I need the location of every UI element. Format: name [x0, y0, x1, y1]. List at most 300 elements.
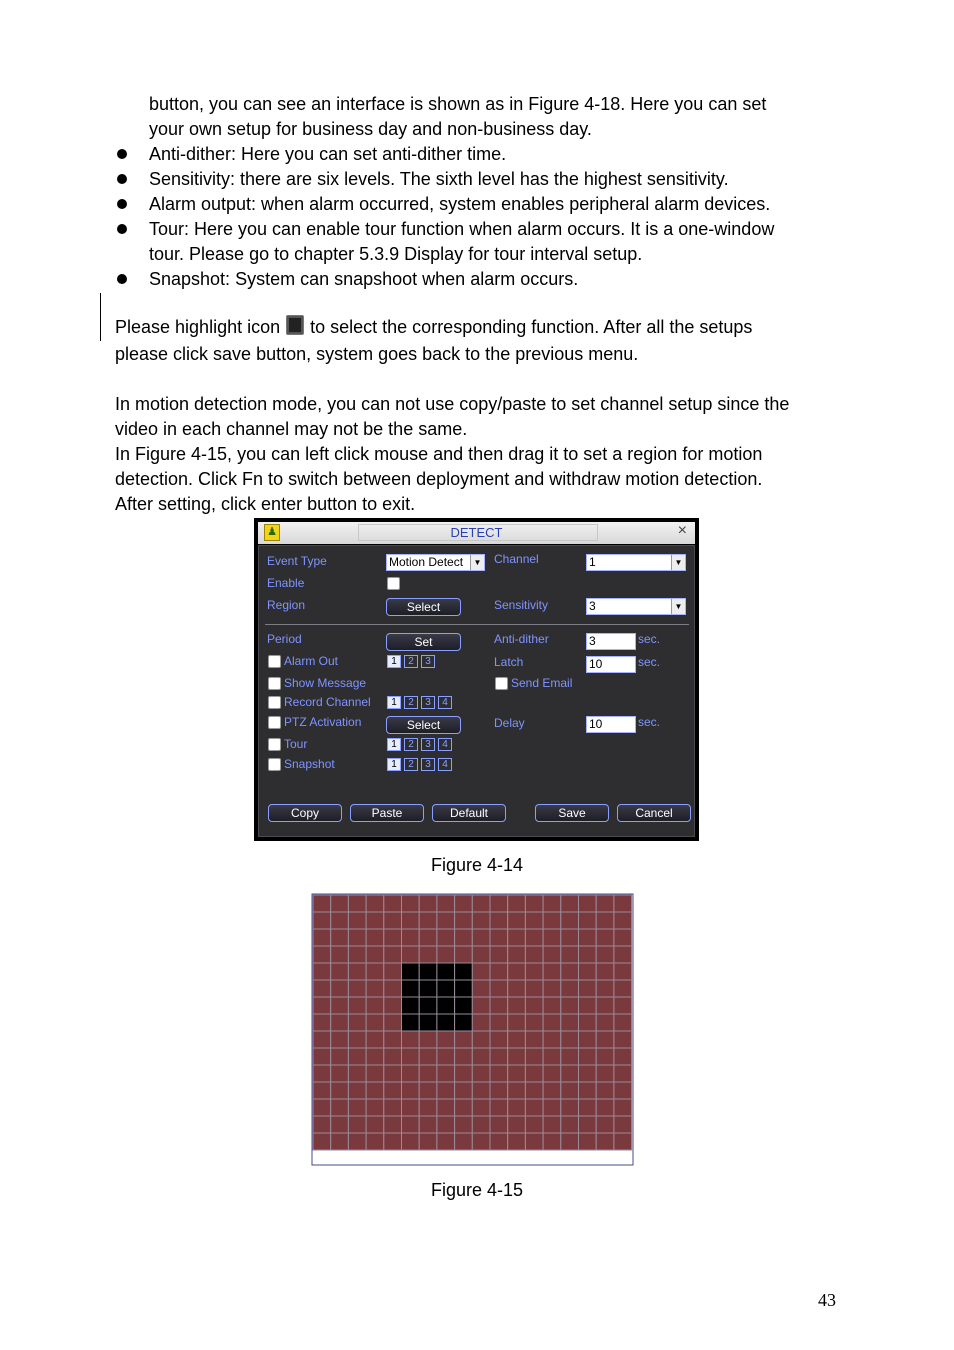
- tour-1[interactable]: 1: [387, 738, 401, 751]
- grid-cell[interactable]: [614, 1133, 632, 1150]
- grid-cell[interactable]: [348, 1048, 366, 1065]
- grid-cell[interactable]: [366, 895, 384, 912]
- grid-cell[interactable]: [348, 1116, 366, 1133]
- grid-cell[interactable]: [313, 1031, 331, 1048]
- grid-cell[interactable]: [331, 1133, 349, 1150]
- grid-cell[interactable]: [579, 1133, 597, 1150]
- grid-cell[interactable]: [490, 895, 508, 912]
- grid-cell[interactable]: [348, 963, 366, 980]
- grid-cell[interactable]: [437, 1099, 455, 1116]
- grid-cell[interactable]: [490, 929, 508, 946]
- record-channel-checkbox[interactable]: [268, 696, 281, 709]
- grid-cell[interactable]: [313, 1099, 331, 1116]
- grid-cell[interactable]: [561, 1014, 579, 1031]
- grid-cell-selected[interactable]: [419, 980, 437, 997]
- grid-cell[interactable]: [384, 912, 402, 929]
- grid-cell[interactable]: [437, 895, 455, 912]
- grid-cell-selected[interactable]: [437, 1014, 455, 1031]
- grid-cell[interactable]: [313, 1048, 331, 1065]
- grid-cell[interactable]: [384, 1031, 402, 1048]
- grid-cell[interactable]: [614, 1065, 632, 1082]
- grid-cell[interactable]: [437, 946, 455, 963]
- grid-cell[interactable]: [525, 980, 543, 997]
- grid-cell-selected[interactable]: [455, 997, 473, 1014]
- grid-cell[interactable]: [525, 1031, 543, 1048]
- grid-cell[interactable]: [331, 1116, 349, 1133]
- grid-cell[interactable]: [508, 946, 526, 963]
- delay-input[interactable]: 10: [586, 716, 636, 733]
- grid-cell[interactable]: [525, 895, 543, 912]
- grid-cell[interactable]: [348, 1014, 366, 1031]
- grid-cell[interactable]: [348, 1082, 366, 1099]
- grid-cell[interactable]: [561, 929, 579, 946]
- grid-cell[interactable]: [472, 946, 490, 963]
- grid-cell[interactable]: [384, 895, 402, 912]
- grid-cell[interactable]: [525, 912, 543, 929]
- grid-cell[interactable]: [419, 1099, 437, 1116]
- grid-cell[interactable]: [472, 1048, 490, 1065]
- grid-cell[interactable]: [614, 1048, 632, 1065]
- grid-cell[interactable]: [331, 912, 349, 929]
- ptz-activation-checkbox[interactable]: [268, 716, 281, 729]
- grid-cell[interactable]: [614, 1116, 632, 1133]
- grid-cell[interactable]: [419, 1065, 437, 1082]
- grid-cell[interactable]: [472, 929, 490, 946]
- grid-cell[interactable]: [579, 895, 597, 912]
- grid-cell[interactable]: [384, 963, 402, 980]
- grid-cell[interactable]: [596, 1031, 614, 1048]
- grid-cell-selected[interactable]: [419, 997, 437, 1014]
- grid-cell[interactable]: [331, 980, 349, 997]
- grid-cell[interactable]: [614, 912, 632, 929]
- grid-cell[interactable]: [614, 946, 632, 963]
- grid-cell[interactable]: [455, 946, 473, 963]
- grid-cell[interactable]: [579, 1099, 597, 1116]
- grid-cell[interactable]: [348, 1065, 366, 1082]
- grid-cell[interactable]: [561, 895, 579, 912]
- paste-button[interactable]: Paste: [350, 804, 424, 822]
- record-channel-3[interactable]: 3: [421, 696, 435, 709]
- grid-cell[interactable]: [472, 997, 490, 1014]
- grid-cell[interactable]: [348, 895, 366, 912]
- grid-cell[interactable]: [579, 1082, 597, 1099]
- grid-cell[interactable]: [455, 1133, 473, 1150]
- region-select-button[interactable]: Select: [386, 598, 461, 616]
- grid-cell[interactable]: [472, 1099, 490, 1116]
- grid-cell[interactable]: [455, 1099, 473, 1116]
- grid-cell[interactable]: [525, 946, 543, 963]
- event-type-select[interactable]: [386, 554, 485, 571]
- grid-cell[interactable]: [437, 1133, 455, 1150]
- grid-cell[interactable]: [596, 1014, 614, 1031]
- grid-cell[interactable]: [596, 1099, 614, 1116]
- grid-cell[interactable]: [437, 1065, 455, 1082]
- grid-cell[interactable]: [614, 1014, 632, 1031]
- grid-cell[interactable]: [561, 946, 579, 963]
- grid-cell-selected[interactable]: [419, 963, 437, 980]
- grid-cell[interactable]: [472, 1116, 490, 1133]
- grid-cell[interactable]: [561, 1048, 579, 1065]
- grid-cell[interactable]: [614, 929, 632, 946]
- grid-cell[interactable]: [419, 1048, 437, 1065]
- grid-cell[interactable]: [331, 895, 349, 912]
- grid-cell[interactable]: [596, 895, 614, 912]
- grid-cell[interactable]: [472, 912, 490, 929]
- grid-cell[interactable]: [508, 1065, 526, 1082]
- grid-cell[interactable]: [402, 1082, 420, 1099]
- grid-cell[interactable]: [596, 963, 614, 980]
- grid-cell[interactable]: [561, 980, 579, 997]
- grid-cell[interactable]: [402, 929, 420, 946]
- grid-cell[interactable]: [490, 1048, 508, 1065]
- motion-region-grid[interactable]: [311, 893, 634, 1166]
- grid-cell[interactable]: [331, 997, 349, 1014]
- grid-cell[interactable]: [596, 997, 614, 1014]
- enable-checkbox[interactable]: [387, 577, 400, 590]
- grid-cell[interactable]: [490, 1116, 508, 1133]
- grid-cell[interactable]: [596, 980, 614, 997]
- grid-cell[interactable]: [437, 1116, 455, 1133]
- record-channel-2[interactable]: 2: [404, 696, 418, 709]
- grid-cell[interactable]: [490, 912, 508, 929]
- grid-cell[interactable]: [331, 946, 349, 963]
- grid-cell[interactable]: [402, 895, 420, 912]
- grid-cell[interactable]: [579, 1031, 597, 1048]
- grid-cell[interactable]: [561, 1031, 579, 1048]
- grid-cell[interactable]: [543, 929, 561, 946]
- grid-cell[interactable]: [437, 912, 455, 929]
- grid-cell[interactable]: [579, 912, 597, 929]
- grid-cell[interactable]: [508, 980, 526, 997]
- cancel-button[interactable]: Cancel: [617, 804, 691, 822]
- grid-cell[interactable]: [366, 946, 384, 963]
- grid-cell[interactable]: [596, 1082, 614, 1099]
- copy-button[interactable]: Copy: [268, 804, 342, 822]
- grid-cell[interactable]: [490, 1065, 508, 1082]
- grid-cell[interactable]: [455, 1065, 473, 1082]
- grid-cell[interactable]: [579, 980, 597, 997]
- grid-cell[interactable]: [596, 929, 614, 946]
- grid-cell[interactable]: [384, 1082, 402, 1099]
- grid-cell[interactable]: [543, 1031, 561, 1048]
- grid-cell[interactable]: [525, 1116, 543, 1133]
- grid-cell[interactable]: [455, 1116, 473, 1133]
- send-email-checkbox[interactable]: [495, 677, 508, 690]
- grid-cell[interactable]: [508, 1014, 526, 1031]
- grid-cell[interactable]: [490, 1099, 508, 1116]
- grid-cell[interactable]: [525, 997, 543, 1014]
- grid-cell-selected[interactable]: [455, 963, 473, 980]
- grid-cell[interactable]: [366, 929, 384, 946]
- grid-cell[interactable]: [348, 1031, 366, 1048]
- grid-cell[interactable]: [508, 1116, 526, 1133]
- show-message-checkbox[interactable]: [268, 677, 281, 690]
- grid-cell-selected[interactable]: [402, 980, 420, 997]
- grid-cell[interactable]: [561, 997, 579, 1014]
- grid-cell[interactable]: [366, 1099, 384, 1116]
- grid-cell[interactable]: [490, 1133, 508, 1150]
- grid-cell[interactable]: [348, 1099, 366, 1116]
- grid-cell[interactable]: [543, 997, 561, 1014]
- grid-cell[interactable]: [366, 1031, 384, 1048]
- grid-cell[interactable]: [313, 1014, 331, 1031]
- grid-cell[interactable]: [313, 946, 331, 963]
- grid-cell[interactable]: [525, 1065, 543, 1082]
- grid-cell[interactable]: [455, 1031, 473, 1048]
- grid-cell[interactable]: [543, 980, 561, 997]
- snapshot-4[interactable]: 4: [438, 758, 452, 771]
- grid-cell[interactable]: [472, 1065, 490, 1082]
- grid-cell[interactable]: [348, 946, 366, 963]
- grid-cell[interactable]: [490, 1082, 508, 1099]
- grid-cell[interactable]: [366, 1014, 384, 1031]
- grid-cell[interactable]: [384, 1133, 402, 1150]
- grid-cell[interactable]: [508, 1133, 526, 1150]
- grid-cell[interactable]: [579, 929, 597, 946]
- grid-cell[interactable]: [366, 912, 384, 929]
- grid-cell[interactable]: [490, 963, 508, 980]
- anti-dither-input[interactable]: 3: [586, 633, 636, 650]
- grid-cell[interactable]: [331, 1048, 349, 1065]
- grid-cell[interactable]: [490, 997, 508, 1014]
- grid-cell[interactable]: [313, 895, 331, 912]
- grid-cell[interactable]: [402, 1031, 420, 1048]
- grid-cell[interactable]: [455, 912, 473, 929]
- grid-cell-selected[interactable]: [437, 997, 455, 1014]
- grid-cell[interactable]: [579, 997, 597, 1014]
- grid-cell[interactable]: [313, 1133, 331, 1150]
- grid-cell[interactable]: [331, 1065, 349, 1082]
- grid-cell[interactable]: [419, 912, 437, 929]
- grid-cell[interactable]: [508, 1099, 526, 1116]
- grid-cell[interactable]: [384, 1116, 402, 1133]
- grid-cell[interactable]: [331, 1014, 349, 1031]
- snapshot-checkbox[interactable]: [268, 758, 281, 771]
- tour-checkbox[interactable]: [268, 738, 281, 751]
- grid-cell[interactable]: [508, 895, 526, 912]
- grid-cell[interactable]: [472, 1133, 490, 1150]
- grid-cell[interactable]: [614, 1031, 632, 1048]
- alarm-out-3[interactable]: 3: [421, 655, 435, 668]
- grid-cell[interactable]: [614, 1082, 632, 1099]
- record-channel-1[interactable]: 1: [387, 696, 401, 709]
- grid-cell[interactable]: [543, 1099, 561, 1116]
- grid-cell-selected[interactable]: [455, 980, 473, 997]
- grid-cell[interactable]: [525, 1082, 543, 1099]
- grid-cell-selected[interactable]: [402, 1014, 420, 1031]
- grid-cell[interactable]: [419, 1116, 437, 1133]
- grid-cell[interactable]: [366, 1133, 384, 1150]
- grid-cell-selected[interactable]: [402, 963, 420, 980]
- grid-cell[interactable]: [384, 1065, 402, 1082]
- grid-cell-selected[interactable]: [455, 1014, 473, 1031]
- grid-cell[interactable]: [543, 1048, 561, 1065]
- grid-cell[interactable]: [508, 1048, 526, 1065]
- grid-cell[interactable]: [402, 946, 420, 963]
- grid-cell[interactable]: [384, 997, 402, 1014]
- grid-cell[interactable]: [331, 1099, 349, 1116]
- grid-cell[interactable]: [313, 912, 331, 929]
- grid-cell[interactable]: [313, 1116, 331, 1133]
- grid-cell[interactable]: [331, 963, 349, 980]
- grid-cell[interactable]: [561, 912, 579, 929]
- grid-cell[interactable]: [490, 946, 508, 963]
- grid-cell[interactable]: [331, 1082, 349, 1099]
- snapshot-3[interactable]: 3: [421, 758, 435, 771]
- grid-cell[interactable]: [313, 1082, 331, 1099]
- grid-cell[interactable]: [543, 963, 561, 980]
- grid-cell[interactable]: [508, 929, 526, 946]
- grid-cell[interactable]: [525, 963, 543, 980]
- latch-input[interactable]: 10: [586, 656, 636, 673]
- grid-cell[interactable]: [614, 1099, 632, 1116]
- period-set-button[interactable]: Set: [386, 633, 461, 651]
- grid-cell[interactable]: [525, 1048, 543, 1065]
- grid-cell[interactable]: [402, 1065, 420, 1082]
- tour-4[interactable]: 4: [438, 738, 452, 751]
- grid-cell[interactable]: [472, 1014, 490, 1031]
- grid-cell[interactable]: [579, 1014, 597, 1031]
- grid-cell[interactable]: [525, 929, 543, 946]
- grid-cell[interactable]: [331, 929, 349, 946]
- grid-cell[interactable]: [472, 980, 490, 997]
- grid-cell[interactable]: [525, 1099, 543, 1116]
- grid-cell[interactable]: [366, 997, 384, 1014]
- grid-cell[interactable]: [472, 1082, 490, 1099]
- grid-cell[interactable]: [472, 963, 490, 980]
- grid-cell[interactable]: [543, 1133, 561, 1150]
- grid-cell-selected[interactable]: [419, 1014, 437, 1031]
- grid-cell[interactable]: [313, 997, 331, 1014]
- grid-cell[interactable]: [508, 1031, 526, 1048]
- grid-cell[interactable]: [366, 963, 384, 980]
- grid-cell[interactable]: [384, 929, 402, 946]
- grid-cell[interactable]: [508, 963, 526, 980]
- close-icon[interactable]: ×: [677, 522, 687, 539]
- grid-cell[interactable]: [472, 1031, 490, 1048]
- grid-cell[interactable]: [596, 1048, 614, 1065]
- grid-cell[interactable]: [614, 963, 632, 980]
- grid-cell[interactable]: [402, 912, 420, 929]
- grid-cell[interactable]: [543, 1082, 561, 1099]
- grid-cell[interactable]: [508, 1082, 526, 1099]
- grid-cell[interactable]: [614, 980, 632, 997]
- grid-cell[interactable]: [472, 895, 490, 912]
- grid-cell-selected[interactable]: [437, 980, 455, 997]
- grid-cell[interactable]: [596, 1065, 614, 1082]
- grid-cell[interactable]: [366, 980, 384, 997]
- snapshot-1[interactable]: 1: [387, 758, 401, 771]
- sensitivity-select[interactable]: [586, 598, 686, 615]
- grid-cell[interactable]: [614, 895, 632, 912]
- grid-cell[interactable]: [455, 1082, 473, 1099]
- grid-cell[interactable]: [331, 1031, 349, 1048]
- grid-cell[interactable]: [508, 912, 526, 929]
- grid-cell[interactable]: [437, 929, 455, 946]
- grid-cell[interactable]: [313, 980, 331, 997]
- grid-cell[interactable]: [455, 895, 473, 912]
- grid-cell[interactable]: [384, 1099, 402, 1116]
- grid-cell[interactable]: [561, 1082, 579, 1099]
- grid-cell[interactable]: [455, 929, 473, 946]
- grid-cell[interactable]: [419, 1031, 437, 1048]
- tour-2[interactable]: 2: [404, 738, 418, 751]
- grid-cell[interactable]: [402, 1133, 420, 1150]
- grid-cell[interactable]: [543, 912, 561, 929]
- grid-cell-selected[interactable]: [437, 963, 455, 980]
- grid-cell[interactable]: [402, 1048, 420, 1065]
- grid-cell[interactable]: [419, 1133, 437, 1150]
- grid-cell[interactable]: [596, 912, 614, 929]
- grid-cell[interactable]: [402, 1116, 420, 1133]
- grid-cell[interactable]: [561, 1099, 579, 1116]
- grid-cell[interactable]: [419, 1082, 437, 1099]
- grid-cell[interactable]: [366, 1065, 384, 1082]
- snapshot-2[interactable]: 2: [404, 758, 418, 771]
- grid-cell[interactable]: [313, 963, 331, 980]
- tour-3[interactable]: 3: [421, 738, 435, 751]
- grid-cell[interactable]: [348, 997, 366, 1014]
- grid-cell[interactable]: [348, 912, 366, 929]
- channel-select[interactable]: [586, 554, 686, 571]
- grid-cell[interactable]: [561, 1133, 579, 1150]
- grid-cell[interactable]: [579, 1116, 597, 1133]
- grid-cell[interactable]: [437, 1048, 455, 1065]
- grid-cell[interactable]: [366, 1082, 384, 1099]
- grid-cell[interactable]: [490, 1031, 508, 1048]
- grid-cell[interactable]: [508, 997, 526, 1014]
- grid-cell[interactable]: [348, 929, 366, 946]
- grid-cell[interactable]: [525, 1133, 543, 1150]
- grid-cell[interactable]: [437, 1031, 455, 1048]
- grid-cell[interactable]: [419, 895, 437, 912]
- grid-cell[interactable]: [384, 1048, 402, 1065]
- grid-cell[interactable]: [348, 1133, 366, 1150]
- grid-cell[interactable]: [313, 929, 331, 946]
- alarm-out-1[interactable]: 1: [387, 655, 401, 668]
- grid-cell[interactable]: [525, 1014, 543, 1031]
- grid-cell[interactable]: [455, 1048, 473, 1065]
- grid-cell[interactable]: [384, 1014, 402, 1031]
- grid-cell[interactable]: [419, 946, 437, 963]
- grid-cell[interactable]: [384, 946, 402, 963]
- grid-cell[interactable]: [490, 1014, 508, 1031]
- grid-cell[interactable]: [348, 980, 366, 997]
- grid-cell[interactable]: [579, 1048, 597, 1065]
- grid-cell[interactable]: [543, 1014, 561, 1031]
- save-button[interactable]: Save: [535, 804, 609, 822]
- grid-cell[interactable]: [543, 946, 561, 963]
- grid-cell[interactable]: [366, 1048, 384, 1065]
- alarm-out-checkbox[interactable]: [268, 655, 281, 668]
- grid-cell[interactable]: [561, 963, 579, 980]
- grid-cell[interactable]: [561, 1116, 579, 1133]
- grid-cell[interactable]: [579, 963, 597, 980]
- record-channel-4[interactable]: 4: [438, 696, 452, 709]
- grid-cell[interactable]: [579, 1065, 597, 1082]
- grid-cell[interactable]: [543, 1116, 561, 1133]
- alarm-out-2[interactable]: 2: [404, 655, 418, 668]
- grid-cell[interactable]: [402, 1099, 420, 1116]
- grid-cell[interactable]: [437, 1082, 455, 1099]
- grid-cell[interactable]: [313, 1065, 331, 1082]
- grid-cell[interactable]: [561, 1065, 579, 1082]
- grid-cell[interactable]: [614, 997, 632, 1014]
- grid-cell[interactable]: [596, 1133, 614, 1150]
- grid-cell[interactable]: [596, 1116, 614, 1133]
- grid-cell[interactable]: [366, 1116, 384, 1133]
- grid-cell[interactable]: [543, 895, 561, 912]
